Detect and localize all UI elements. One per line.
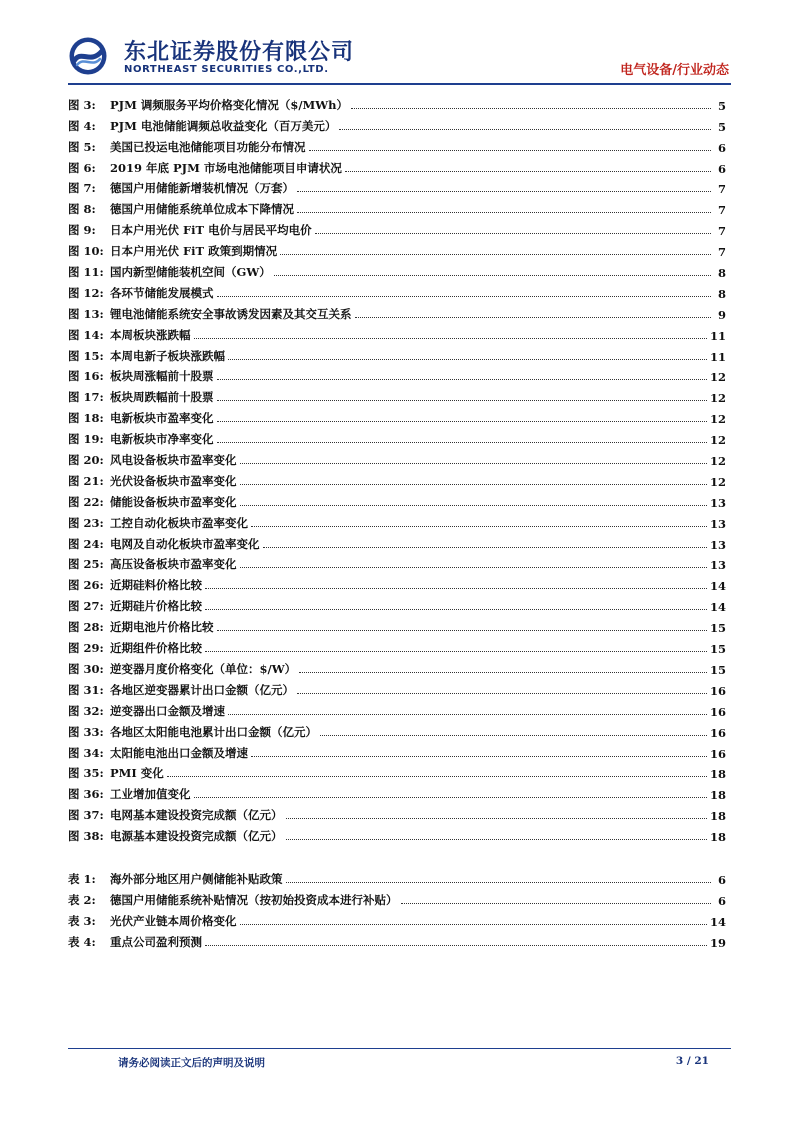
page-header xyxy=(68,34,731,80)
toc-entry-prefix: 图 28: xyxy=(68,620,104,635)
toc-entry-page: 12 xyxy=(709,433,726,448)
toc-entry[interactable] xyxy=(68,92,726,113)
toc-entry-title: 工业增加值变化 xyxy=(110,787,191,802)
toc-entry-prefix: 图 30: xyxy=(68,661,104,676)
toc-leader-dots xyxy=(401,903,712,904)
toc-entry-page: 16 xyxy=(709,746,726,761)
toc-leader-dots xyxy=(205,651,707,652)
toc-entry-prefix: 图 37: xyxy=(68,808,104,823)
toc-entry[interactable] xyxy=(68,113,726,134)
toc-entry[interactable] xyxy=(68,531,726,552)
toc-entry-title: 美国已投运电池储能项目功能分布情况 xyxy=(110,139,306,154)
toc-leader-dots xyxy=(315,233,711,234)
toc-entry-page: 12 xyxy=(709,454,726,469)
toc-entry-page: 6 xyxy=(717,872,726,887)
toc-entry[interactable] xyxy=(68,719,726,740)
toc-entry-title: 板块周跌幅前十股票 xyxy=(110,390,214,405)
toc-leader-dots xyxy=(339,129,711,130)
toc-leader-dots xyxy=(355,317,712,318)
toc-leader-dots xyxy=(194,338,707,339)
toc-entry-prefix: 图 19: xyxy=(68,432,104,447)
table-list xyxy=(68,866,726,950)
toc-entry-page: 12 xyxy=(709,412,726,427)
toc-entry-page: 18 xyxy=(709,830,726,845)
toc-entry-title: 本周电新子板块涨跌幅 xyxy=(110,348,225,363)
toc-entry-page: 16 xyxy=(709,704,726,719)
toc-entry-prefix: 图 33: xyxy=(68,724,104,739)
toc-leader-dots xyxy=(240,463,707,464)
toc-entry-prefix: 图 18: xyxy=(68,411,104,426)
toc-entry-title: 电新板块市盈率变化 xyxy=(110,411,214,426)
company-name-en: NORTHEAST SECURITIES CO.,LTD. xyxy=(124,64,329,75)
toc-entry[interactable] xyxy=(68,510,726,531)
toc-entry-title: 工控自动化板块市盈率变化 xyxy=(110,515,248,530)
toc-entry-prefix: 图 16: xyxy=(68,369,104,384)
toc-entry[interactable] xyxy=(68,761,726,782)
toc-entry-prefix: 图 13: xyxy=(68,306,104,321)
toc-entry-title: 各地区太阳能电池累计出口金额（亿元） xyxy=(110,724,317,739)
toc-entry[interactable] xyxy=(68,176,726,197)
toc-entry-prefix: 图 36: xyxy=(68,787,104,802)
toc-entry-page: 6 xyxy=(717,161,726,176)
toc-entry[interactable] xyxy=(68,280,726,301)
toc-entry-page: 8 xyxy=(717,286,726,301)
toc-entry-title: 近期电池片价格比较 xyxy=(110,620,214,635)
toc-entry-page: 12 xyxy=(709,474,726,489)
toc-entry-prefix: 图 32: xyxy=(68,703,104,718)
toc-leader-dots xyxy=(240,484,707,485)
toc-leader-dots xyxy=(274,275,711,276)
toc-entry-title: 近期硅料价格比较 xyxy=(110,578,202,593)
toc-entry-page: 12 xyxy=(709,370,726,385)
toc-leader-dots xyxy=(280,254,711,255)
toc-entry[interactable] xyxy=(68,552,726,573)
toc-entry-title: 太阳能电池出口金额及增速 xyxy=(110,745,248,760)
toc-leader-dots xyxy=(320,735,707,736)
toc-entry-page: 13 xyxy=(709,558,726,573)
toc-entry-page: 6 xyxy=(717,893,726,908)
toc-entry[interactable] xyxy=(68,593,726,614)
toc-leader-dots xyxy=(299,672,707,673)
toc-leader-dots xyxy=(167,776,707,777)
toc-entry-prefix: 图 27: xyxy=(68,599,104,614)
toc-entry[interactable] xyxy=(68,572,726,593)
toc-entry-title: PMI 变化 xyxy=(110,766,164,781)
toc-leader-dots xyxy=(286,839,707,840)
toc-leader-dots xyxy=(205,609,707,610)
toc-entry-prefix: 图 5: xyxy=(68,139,96,154)
toc-entry-page: 19 xyxy=(709,935,726,950)
report-section-title: 电气设备/行业动态 xyxy=(620,63,729,78)
toc-leader-dots xyxy=(228,714,707,715)
toc-leader-dots xyxy=(194,797,707,798)
toc-entry-title: 德国户用储能新增装机情况（万套） xyxy=(110,181,294,196)
toc-entry-title: 德国户用储能系统单位成本下降情况 xyxy=(110,202,294,217)
toc-entry-title: 逆变器月度价格变化（单位：$/W） xyxy=(110,661,297,676)
toc-entry[interactable] xyxy=(68,468,726,489)
toc-entry-title: 各地区逆变器累计出口金额（亿元） xyxy=(110,682,294,697)
footer-divider xyxy=(68,1048,731,1049)
toc-entry-page: 14 xyxy=(709,914,726,929)
toc-entry[interactable] xyxy=(68,426,726,447)
toc-entry[interactable] xyxy=(68,781,726,802)
toc-entry-title: 重点公司盈利预测 xyxy=(110,934,202,949)
toc-entry-prefix: 图 23: xyxy=(68,515,104,530)
toc-entry-prefix: 图 34: xyxy=(68,745,104,760)
toc-entry[interactable] xyxy=(68,656,726,677)
toc-entry-page: 11 xyxy=(709,349,726,364)
toc-entry[interactable] xyxy=(68,614,726,635)
toc-entry-prefix: 图 26: xyxy=(68,578,104,593)
toc-entry[interactable] xyxy=(68,887,726,908)
toc-entry[interactable] xyxy=(68,405,726,426)
toc-entry[interactable] xyxy=(68,698,726,719)
toc-entry-prefix: 图 7: xyxy=(68,181,96,196)
toc-leader-dots xyxy=(217,400,707,401)
toc-entry-page: 16 xyxy=(709,725,726,740)
toc-entry-page: 7 xyxy=(717,245,726,260)
toc-leader-dots xyxy=(297,191,711,192)
toc-leader-dots xyxy=(286,882,712,883)
toc-entry-page: 12 xyxy=(709,391,726,406)
toc-entry[interactable] xyxy=(68,635,726,656)
toc-leader-dots xyxy=(240,924,707,925)
toc-entry-page: 16 xyxy=(709,683,726,698)
toc-entry-title: 电网基本建设投资完成额（亿元） xyxy=(110,808,283,823)
toc-leader-dots xyxy=(217,421,707,422)
toc-entry-page: 14 xyxy=(709,600,726,615)
toc-leader-dots xyxy=(251,526,707,527)
toc-leader-dots xyxy=(345,171,711,172)
toc-entry[interactable] xyxy=(68,322,726,343)
toc-entry-prefix: 图 9: xyxy=(68,223,96,238)
toc-leader-dots xyxy=(217,630,707,631)
toc-entry-title: 光伏设备板块市盈率变化 xyxy=(110,473,237,488)
toc-entry-prefix: 图 22: xyxy=(68,494,104,509)
toc-entry-prefix: 图 24: xyxy=(68,536,104,551)
toc-entry-page: 7 xyxy=(717,182,726,197)
toc-leader-dots xyxy=(309,150,712,151)
toc-entry[interactable] xyxy=(68,384,726,405)
toc-entry[interactable] xyxy=(68,301,726,322)
toc-entry-title: 德国户用储能系统补贴情况（按初始投资成本进行补贴） xyxy=(110,892,398,907)
toc-entry-title: 各环节储能发展模式 xyxy=(110,285,214,300)
toc-entry-title: 近期组件价格比较 xyxy=(110,641,202,656)
toc-entry-prefix: 表 4: xyxy=(68,934,96,949)
toc-entry-title: 2019 年底 PJM 市场电池储能项目申请状况 xyxy=(110,160,342,175)
toc-entry-title: 储能设备板块市盈率变化 xyxy=(110,494,237,509)
toc-entry-prefix: 图 6: xyxy=(68,160,96,175)
toc-entry[interactable] xyxy=(68,134,726,155)
toc-entry-prefix: 图 12: xyxy=(68,285,104,300)
toc-entry-page: 5 xyxy=(717,119,726,134)
toc-entry-title: 国内新型储能装机空间（GW） xyxy=(110,265,271,280)
toc-leader-dots xyxy=(297,693,707,694)
toc-entry-prefix: 图 38: xyxy=(68,829,104,844)
toc-entry-title: PJM 调频服务平均价格变化情况（$/MWh） xyxy=(110,97,349,112)
toc-entry-prefix: 图 11: xyxy=(68,265,104,280)
toc-entry-page: 15 xyxy=(709,642,726,657)
figure-list xyxy=(68,92,726,844)
toc-leader-dots xyxy=(240,505,707,506)
toc-entry[interactable] xyxy=(68,866,726,887)
toc-entry-title: 板块周涨幅前十股票 xyxy=(110,369,214,384)
toc-entry-page: 5 xyxy=(717,98,726,113)
toc-leader-dots xyxy=(286,818,707,819)
toc-entry-page: 14 xyxy=(709,579,726,594)
toc-entry[interactable] xyxy=(68,364,726,385)
company-logo-icon xyxy=(68,36,108,76)
toc-entry[interactable] xyxy=(68,929,726,950)
toc-entry[interactable] xyxy=(68,343,726,364)
toc-leader-dots xyxy=(205,945,707,946)
toc-entry-title: PJM 电池储能调频总收益变化（百万美元） xyxy=(110,118,337,133)
toc-entry[interactable] xyxy=(68,259,726,280)
toc-entry[interactable] xyxy=(68,823,726,844)
toc-leader-dots xyxy=(217,379,707,380)
header-divider xyxy=(68,83,731,85)
toc-entry-page: 13 xyxy=(709,516,726,531)
toc-entry[interactable] xyxy=(68,740,726,761)
toc-entry-page: 9 xyxy=(717,307,726,322)
toc-entry-prefix: 图 21: xyxy=(68,473,104,488)
toc-entry-page: 18 xyxy=(709,788,726,803)
toc-entry-page: 15 xyxy=(709,662,726,677)
toc-entry-prefix: 图 8: xyxy=(68,202,96,217)
toc-entry-title: 高压设备板块市盈率变化 xyxy=(110,557,237,572)
toc-entry[interactable] xyxy=(68,677,726,698)
toc-leader-dots xyxy=(351,108,711,109)
toc-leader-dots xyxy=(240,567,707,568)
toc-entry-page: 18 xyxy=(709,767,726,782)
toc-entry-prefix: 图 4: xyxy=(68,118,96,133)
page-indicator: 3 / 21 xyxy=(675,1055,709,1067)
toc-entry-page: 18 xyxy=(709,809,726,824)
toc-entry-prefix: 表 2: xyxy=(68,892,96,907)
toc-entry-page: 13 xyxy=(709,537,726,552)
toc-entry-title: 海外部分地区用户侧储能补贴政策 xyxy=(110,871,283,886)
toc-entry-prefix: 图 14: xyxy=(68,327,104,342)
toc-leader-dots xyxy=(263,547,707,548)
toc-entry-title: 日本户用光伏 FiT 政策到期情况 xyxy=(110,244,278,259)
footer-disclaimer: 请务必阅读正文后的声明及说明 xyxy=(118,1057,265,1069)
toc-entry-title: 电网及自动化板块市盈率变化 xyxy=(110,536,260,551)
toc-entry-prefix: 图 10: xyxy=(68,244,104,259)
toc-entry-title: 光伏产业链本周价格变化 xyxy=(110,913,237,928)
toc-entry-title: 电源基本建设投资完成额（亿元） xyxy=(110,829,283,844)
toc-leader-dots xyxy=(297,212,711,213)
toc-entry-page: 13 xyxy=(709,495,726,510)
table-of-contents xyxy=(68,92,726,950)
toc-entry-prefix: 图 25: xyxy=(68,557,104,572)
toc-entry-page: 11 xyxy=(709,328,726,343)
toc-entry[interactable] xyxy=(68,489,726,510)
toc-entry-prefix: 表 3: xyxy=(68,913,96,928)
toc-entry-prefix: 图 35: xyxy=(68,766,104,781)
toc-leader-dots xyxy=(205,588,707,589)
toc-entry-prefix: 图 20: xyxy=(68,453,104,468)
toc-entry[interactable] xyxy=(68,908,726,929)
toc-entry-prefix: 图 29: xyxy=(68,641,104,656)
toc-entry-title: 电新板块市净率变化 xyxy=(110,432,214,447)
toc-entry-prefix: 图 3: xyxy=(68,97,96,112)
toc-entry-prefix: 表 1: xyxy=(68,871,96,886)
toc-entry-title: 近期硅片价格比较 xyxy=(110,599,202,614)
toc-entry-title: 锂电池储能系统安全事故诱发因素及其交互关系 xyxy=(110,306,352,321)
toc-leader-dots xyxy=(228,359,707,360)
toc-entry-page: 7 xyxy=(717,203,726,218)
toc-entry[interactable] xyxy=(68,196,726,217)
toc-leader-dots xyxy=(217,296,712,297)
company-name-cn: 东北证券股份有限公司 xyxy=(124,40,355,65)
toc-entry[interactable] xyxy=(68,447,726,468)
toc-entry[interactable] xyxy=(68,155,726,176)
toc-entry-title: 本周板块涨跌幅 xyxy=(110,327,191,342)
toc-entry[interactable] xyxy=(68,217,726,238)
toc-entry-page: 8 xyxy=(717,266,726,281)
toc-entry-page: 7 xyxy=(717,224,726,239)
toc-entry[interactable] xyxy=(68,802,726,823)
toc-leader-dots xyxy=(251,756,707,757)
toc-entry-title: 日本户用光伏 FiT 电价与居民平均电价 xyxy=(110,223,312,238)
section-spacer xyxy=(68,844,726,866)
toc-entry-title: 风电设备板块市盈率变化 xyxy=(110,453,237,468)
toc-entry-prefix: 图 31: xyxy=(68,682,104,697)
toc-entry[interactable] xyxy=(68,238,726,259)
toc-entry-prefix: 图 17: xyxy=(68,390,104,405)
toc-entry-prefix: 图 15: xyxy=(68,348,104,363)
toc-entry-title: 逆变器出口金额及增速 xyxy=(110,703,225,718)
toc-leader-dots xyxy=(217,442,707,443)
toc-entry-page: 6 xyxy=(717,140,726,155)
toc-entry-page: 15 xyxy=(709,621,726,636)
